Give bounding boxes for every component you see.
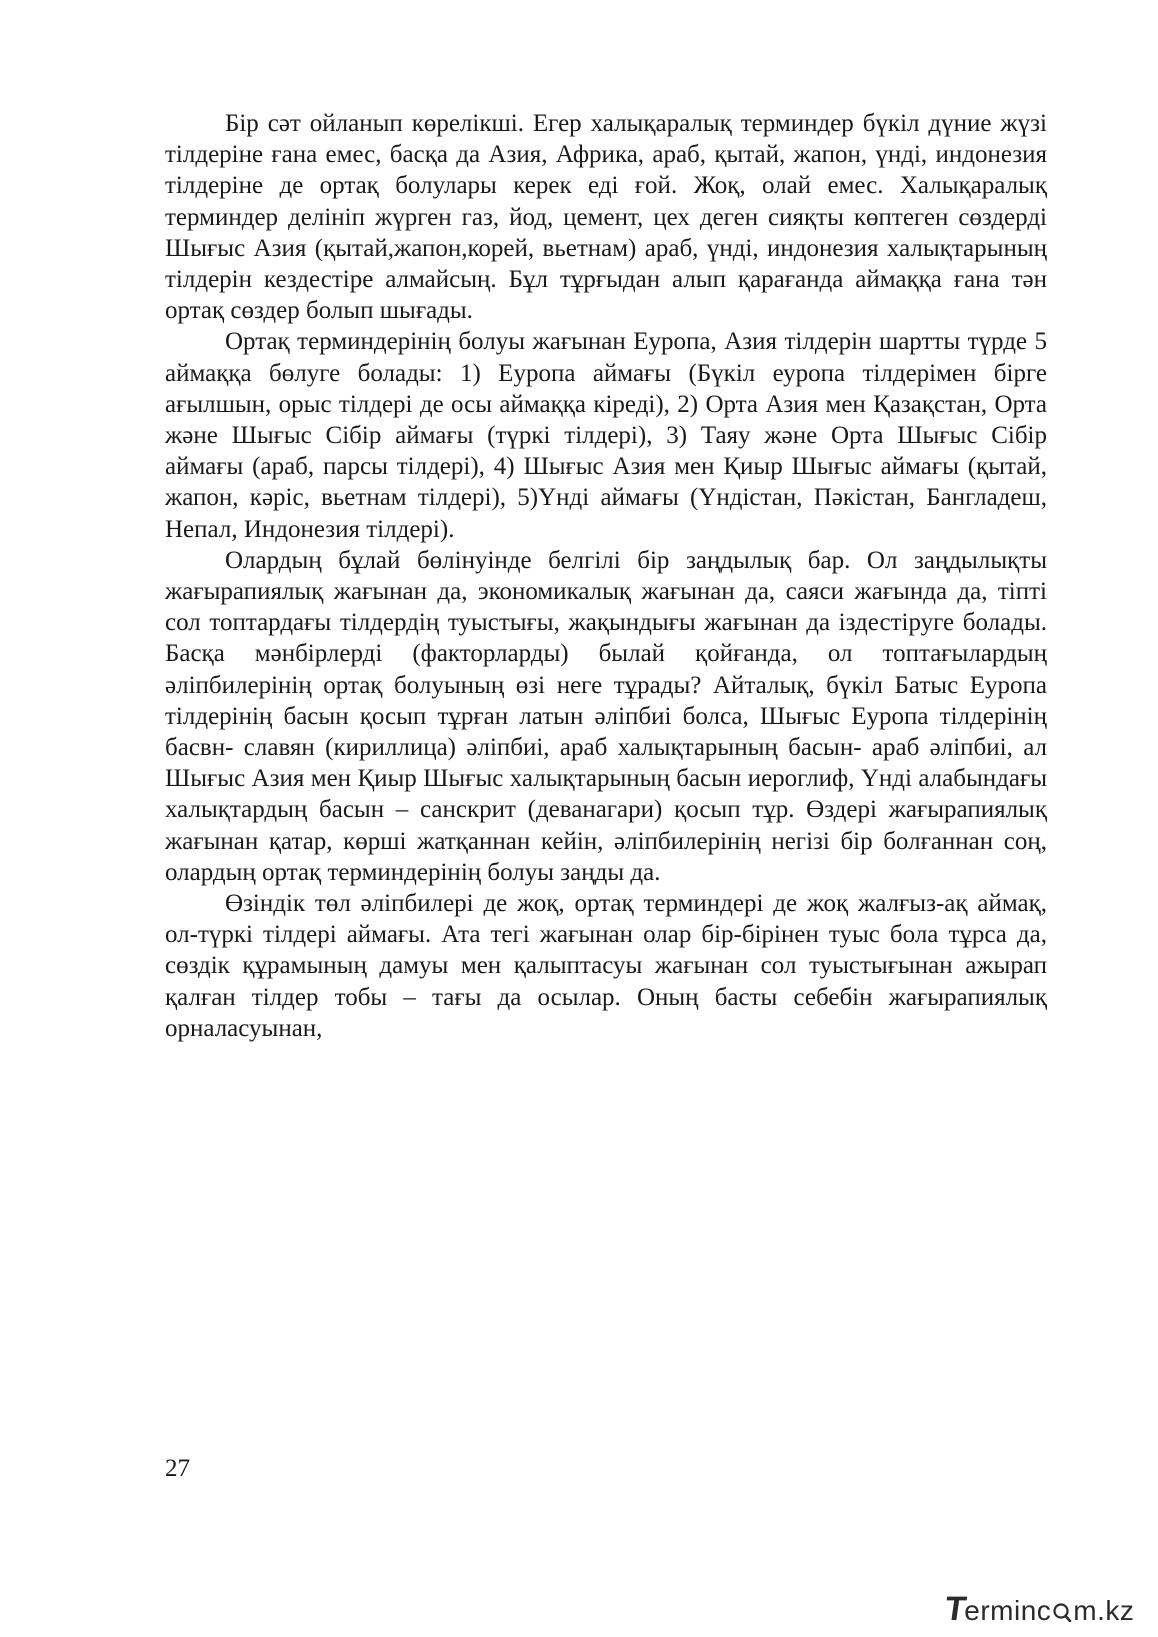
page-number: 27 bbox=[165, 1455, 190, 1482]
paragraph: Бір сәт ойланып көрелікші. Егер халықаралық терминдер бүкіл дүние жүзі тілдеріне ғана емес, басқа да Азия, Африка, араб, қытай, жапон, үнді, индонезия тілдеріне де ортақ болулары керек еді ғой. Жоқ, олай емес. Халықаралық терминдер делініп жүрген газ, йод, цемент, цех деген сияқты көптеген сөздерді Шығыс Азия (қытай,жапон,корей, вьетнам) араб, үнді, индонезия халықтарының тілдерін кездестіре алмайсың. Бұл тұрғыдан алып қарағанда аймаққа ғана тән ортақ сөздер болып шығады. bbox=[165, 110, 1047, 325]
paragraph: Олардың бұлай бөлінуінде белгілі бір заңдылық бар. Ол заңдылықты жағырапиялық жағынан да, экономикалық жағынан да, саяси жағында да, тіпті сол топтардағы тілдердің туыстығы, жақындығы жағынан да іздестіруге болады. Басқа мәнбірлерді (факторларды) былай қойғанда, ол топтағылардың әліпбилерінің ортақ болуының өзі неге тұрады? Айталық, бүкіл Батыс Еуропа тілдерінің басын қосып тұрған латын әліпбиі болса, Шығыс Еуропа тілдерінің басвн- славян (кириллица) әліпбиі, араб халықтарының басын- араб әліпбиі, ал Шығыс Азия мен Қиыр Шығыс халықтарының басын иероглиф, Үнді алабындағы халықтардың басын – санскрит (деванагари) қосып тұр. Өздері жағырапиялық жағынан қатар, көрші жатқаннан кейін, әліпбилерінің негізі бір болғаннан соң, олардың ортақ терминдерінің болуы заңды да. bbox=[165, 546, 1047, 886]
body-text bbox=[165, 108, 1047, 1044]
paragraph: Өзіндік төл әліпбилері де жоқ, ортақ терминдері де жоқ жалғыз-ақ аймақ, ол-түркі тілдері аймағы. Ата тегі жағынан олар бір-бірінен туыс бола тұрса да, сөздік құрамының дамуы мен қалыптасуы жағынан сол туыстығынан ажырап қалған тілдер тобы – тағы да осылар. Оның басты себебін жағырапиялық орналасуынан, bbox=[165, 890, 1047, 1042]
watermark-text-part: m.kz bbox=[1073, 1595, 1135, 1626]
watermark-text-part: erminc bbox=[964, 1595, 1052, 1626]
magnifier-icon bbox=[1052, 1602, 1072, 1622]
paragraph: Ортақ терминдерінің болуы жағынан Еуропа, Азия тілдерін шартты түрде 5 аймаққа бөлуге болады: 1) Еуропа аймағы (Бүкіл еуропа тілдерімен бірге ағылшын, орыс тілдері де осы аймаққа кіреді), 2) Орта Азия мен Қазақстан, Орта және Шығыс Сібір аймағы (түркі тілдері), 3) Таяу және Орта Шығыс Сібір аймағы (араб, парсы тілдері), 4) Шығыс Азия мен Қиыр Шығыс аймағы (қытай, жапон, кәріс, вьетнам тілдері), 5)Үнді аймағы (Үндістан, Пәкістан, Бангладеш, Непал, Индонезия тілдері). bbox=[165, 328, 1047, 543]
site-watermark-logo bbox=[942, 1590, 1145, 1628]
watermark-letter-t: T bbox=[942, 1590, 969, 1628]
